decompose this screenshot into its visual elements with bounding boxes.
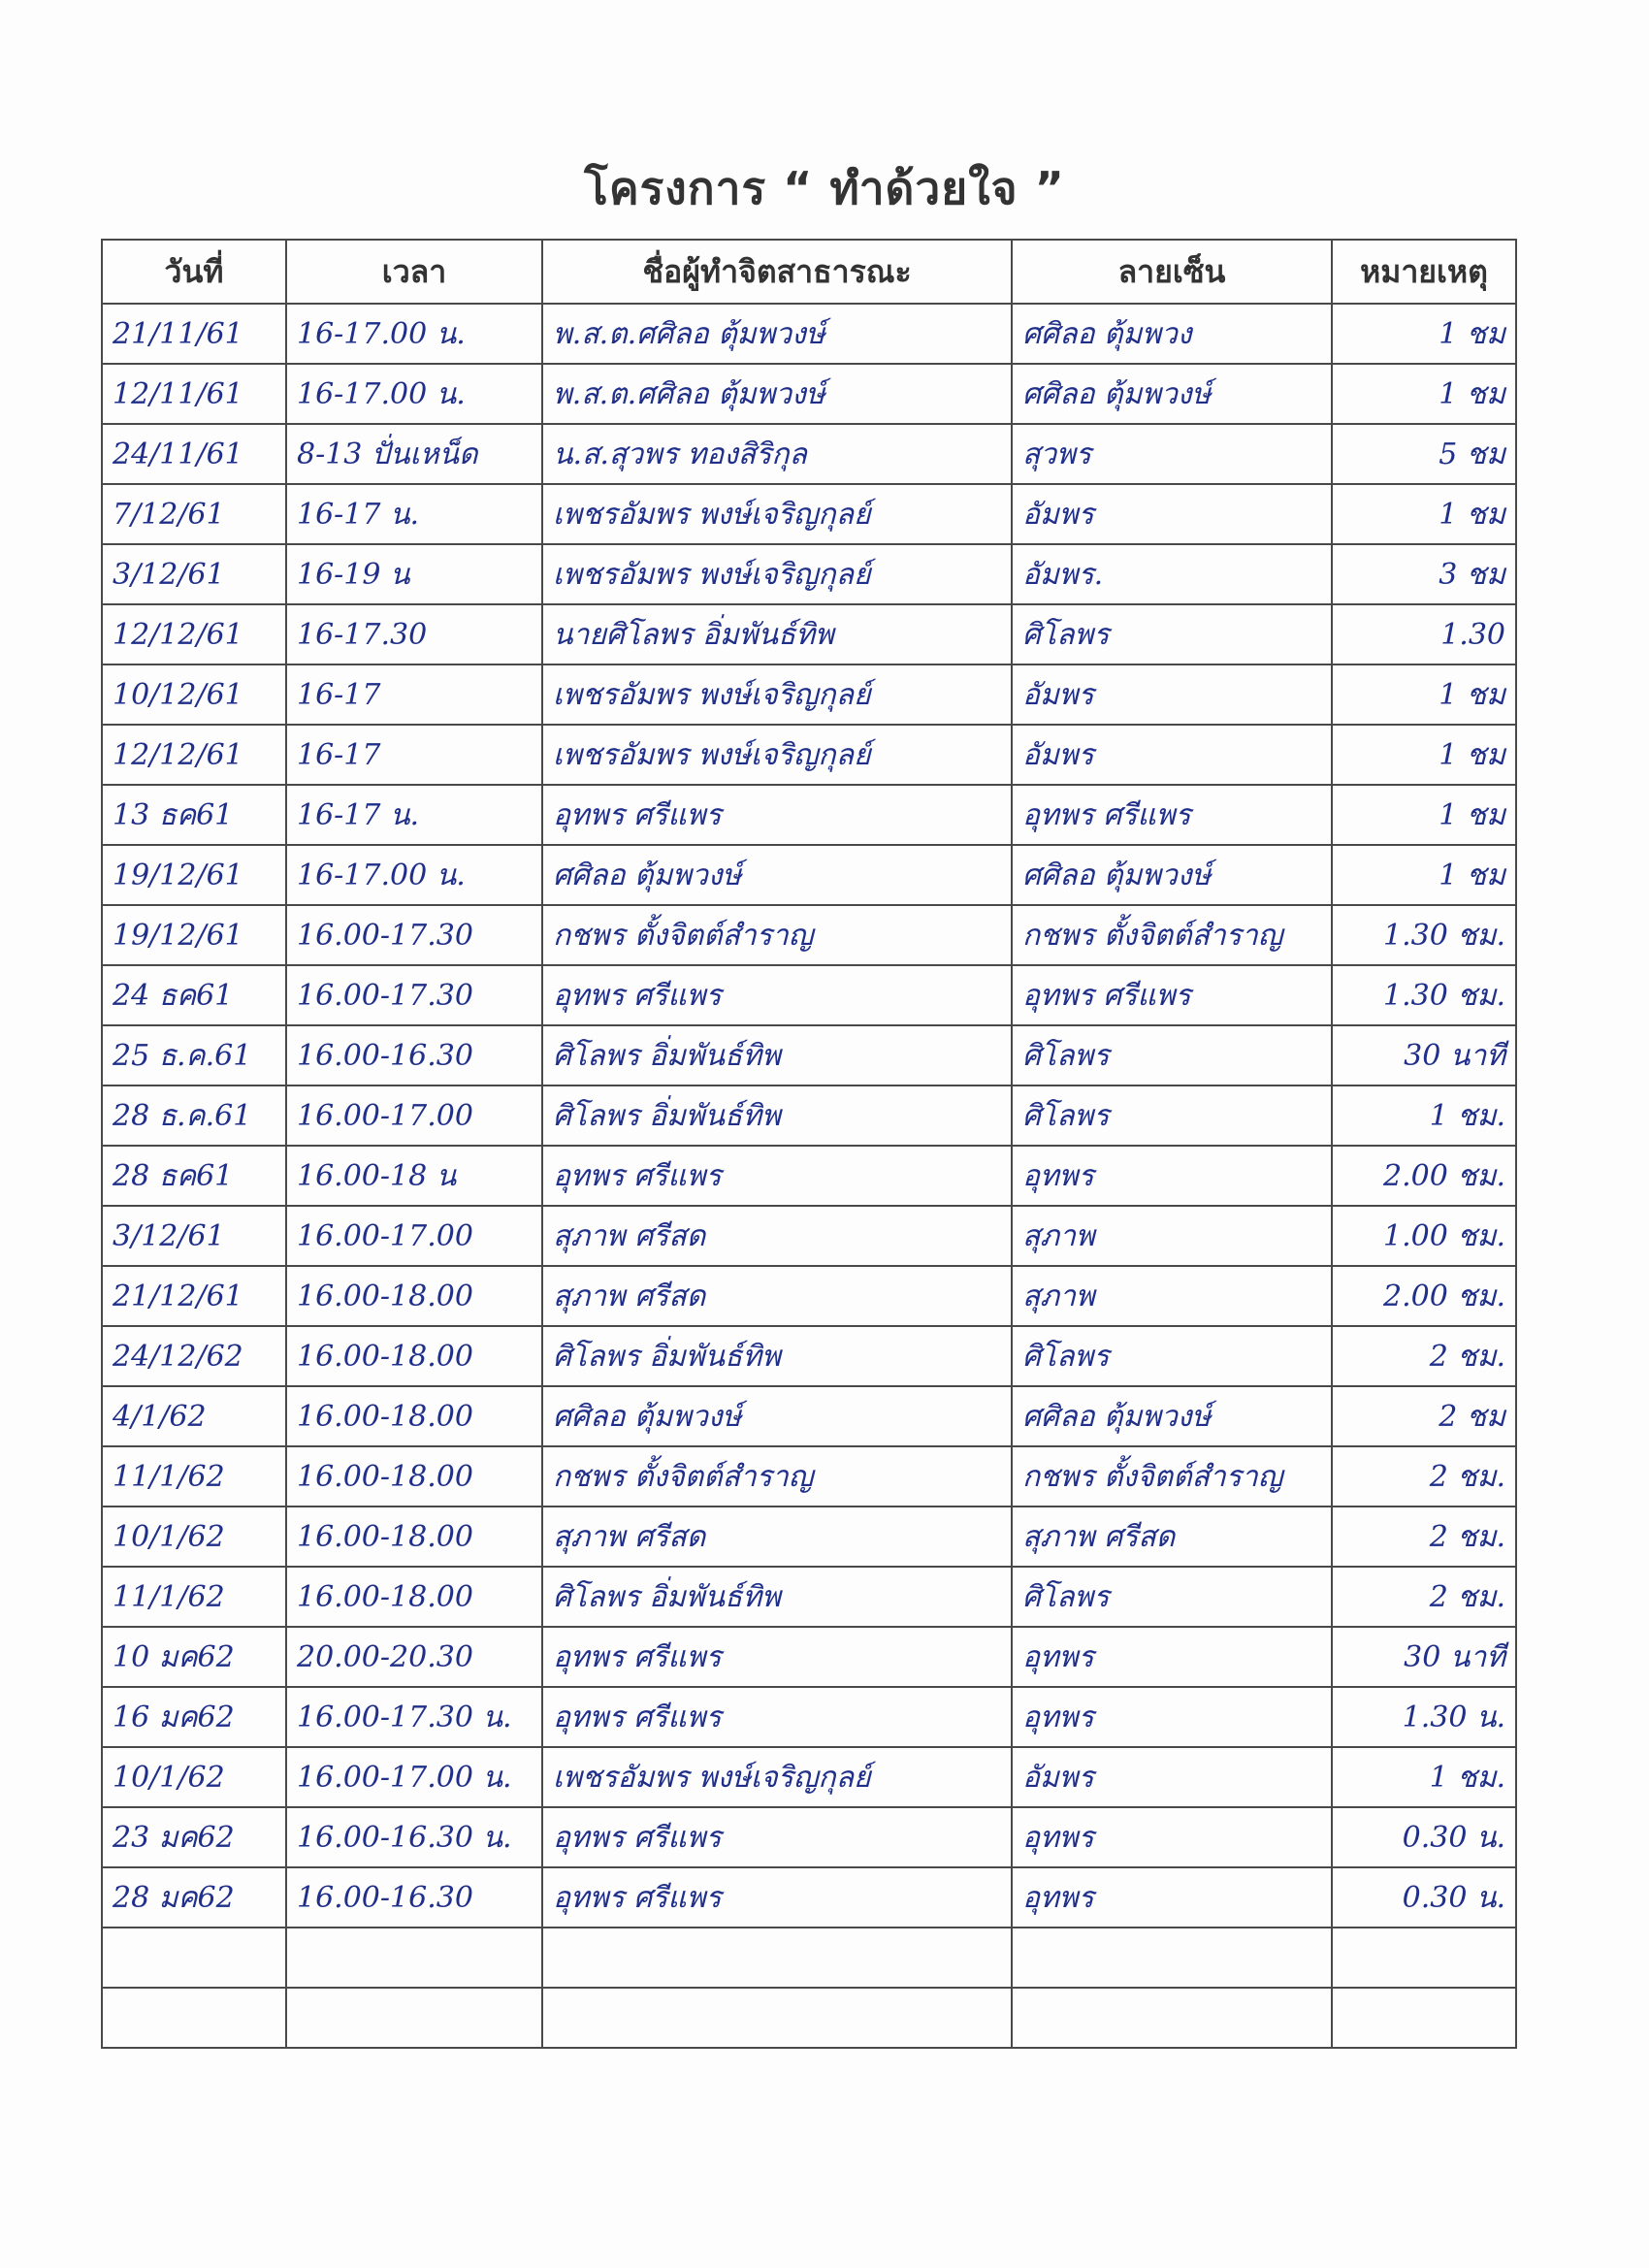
cell-time: 16-17 [286, 725, 542, 785]
cell-time: 16-17 น. [286, 785, 542, 845]
cell-date: 28 ธ.ค.61 [102, 1085, 286, 1146]
cell-signature: สุภาพ [1012, 1206, 1332, 1266]
cell-note: 1 ชม [1332, 664, 1516, 725]
cell-time: 16-17.00 น. [286, 304, 542, 364]
cell-signature: อัมพร [1012, 1747, 1332, 1807]
cell-time: 8-13 ปั่นเหน็ด [286, 424, 542, 484]
header-time: เวลา [286, 240, 542, 304]
cell-note: 1 ชม [1332, 845, 1516, 905]
cell-time: 16-19 น [286, 544, 542, 604]
cell-name: เพชรอัมพร พงษ์เจริญกุลย์ [542, 484, 1012, 544]
table-row [102, 905, 1516, 965]
cell-time [286, 1988, 542, 2048]
cell-name: พ.ส.ต.ศศิลอ ตุ้มพวงษ์ [542, 304, 1012, 364]
cell-note: 30 นาที [1332, 1627, 1516, 1687]
cell-signature: อัมพร [1012, 725, 1332, 785]
cell-signature: ศิโลพร [1012, 1025, 1332, 1085]
table-row [102, 664, 1516, 725]
table-row [102, 1507, 1516, 1567]
cell-note: 1.30 ชม. [1332, 965, 1516, 1025]
table-row [102, 1988, 1516, 2048]
cell-note: 5 ชม [1332, 424, 1516, 484]
cell-signature: สุวพร [1012, 424, 1332, 484]
cell-signature: ศศิลอ ตุ้มพวงษ์ [1012, 364, 1332, 424]
cell-date: 3/12/61 [102, 1206, 286, 1266]
cell-date: 19/12/61 [102, 845, 286, 905]
cell-note: 2.00 ชม. [1332, 1266, 1516, 1326]
table-row [102, 364, 1516, 424]
cell-name: อุทพร ศรีแพร [542, 1627, 1012, 1687]
cell-signature: ศิโลพร [1012, 604, 1332, 664]
cell-name: อุทพร ศรีแพร [542, 1146, 1012, 1206]
header-note: หมายเหตุ [1332, 240, 1516, 304]
table-row [102, 785, 1516, 845]
cell-date: 21/12/61 [102, 1266, 286, 1326]
cell-date: 7/12/61 [102, 484, 286, 544]
cell-time: 16.00-16.30 น. [286, 1807, 542, 1867]
cell-name: เพชรอัมพร พงษ์เจริญกุลย์ [542, 725, 1012, 785]
cell-note: 2 ชม. [1332, 1507, 1516, 1567]
cell-date: 12/12/61 [102, 725, 286, 785]
cell-note: 1 ชม [1332, 785, 1516, 845]
table-row [102, 1085, 1516, 1146]
cell-name: ศิโลพร อิ่มพันธ์ทิพ [542, 1085, 1012, 1146]
document-title: โครงการ “ ทำด้วยใจ ” [584, 162, 1065, 214]
cell-signature: อุทพร ศรีแพร [1012, 965, 1332, 1025]
cell-note [1332, 1988, 1516, 2048]
cell-time: 16-17.00 น. [286, 845, 542, 905]
cell-note: 2 ชม [1332, 1386, 1516, 1446]
volunteer-log-table [101, 239, 1517, 2049]
cell-note: 0.30 น. [1332, 1807, 1516, 1867]
table-row [102, 1146, 1516, 1206]
cell-date [102, 1988, 286, 2048]
table-row [102, 725, 1516, 785]
cell-time: 16.00-18.00 [286, 1326, 542, 1386]
table-row [102, 1627, 1516, 1687]
cell-date: 24/12/62 [102, 1326, 286, 1386]
cell-time: 16.00-18.00 [286, 1266, 542, 1326]
cell-date: 28 มค62 [102, 1867, 286, 1928]
table-row [102, 1386, 1516, 1446]
cell-name: กชพร ตั้งจิตต์สำราญ [542, 1446, 1012, 1507]
cell-date: 25 ธ.ค.61 [102, 1025, 286, 1085]
cell-date: 10 มค62 [102, 1627, 286, 1687]
table-row [102, 1747, 1516, 1807]
cell-note: 1 ชม. [1332, 1085, 1516, 1146]
cell-time: 16.00-17.00 [286, 1206, 542, 1266]
cell-note: 1 ชม [1332, 725, 1516, 785]
cell-name: กชพร ตั้งจิตต์สำราญ [542, 905, 1012, 965]
cell-time: 20.00-20.30 [286, 1627, 542, 1687]
cell-note: 1 ชม [1332, 304, 1516, 364]
cell-signature: กชพร ตั้งจิตต์สำราญ [1012, 905, 1332, 965]
cell-signature [1012, 1928, 1332, 1988]
cell-note: 1.00 ชม. [1332, 1206, 1516, 1266]
cell-name: สุภาพ ศรีสด [542, 1266, 1012, 1326]
cell-time: 16.00-17.30 น. [286, 1687, 542, 1747]
cell-time: 16-17 น. [286, 484, 542, 544]
header-signature: ลายเซ็น [1012, 240, 1332, 304]
cell-note: 1.30 น. [1332, 1687, 1516, 1747]
table-row [102, 1928, 1516, 1988]
cell-name: ศิโลพร อิ่มพันธ์ทิพ [542, 1326, 1012, 1386]
cell-time: 16.00-16.30 [286, 1025, 542, 1085]
cell-time: 16.00-18 น [286, 1146, 542, 1206]
cell-time: 16.00-18.00 [286, 1507, 542, 1567]
cell-date: 24/11/61 [102, 424, 286, 484]
cell-note: 2 ชม. [1332, 1446, 1516, 1507]
cell-name: ศิโลพร อิ่มพันธ์ทิพ [542, 1567, 1012, 1627]
table-row [102, 1266, 1516, 1326]
cell-date: 11/1/62 [102, 1446, 286, 1507]
cell-name: อุทพร ศรีแพร [542, 1867, 1012, 1928]
header-date: วันที่ [102, 240, 286, 304]
cell-date: 28 ธค61 [102, 1146, 286, 1206]
cell-name: อุทพร ศรีแพร [542, 1687, 1012, 1747]
cell-name: ศิโลพร อิ่มพันธ์ทิพ [542, 1025, 1012, 1085]
cell-name: เพชรอัมพร พงษ์เจริญกุลย์ [542, 664, 1012, 725]
cell-time: 16.00-18.00 [286, 1446, 542, 1507]
cell-date [102, 1928, 286, 1988]
cell-time: 16-17.30 [286, 604, 542, 664]
cell-note: 2 ชม. [1332, 1326, 1516, 1386]
cell-date: 19/12/61 [102, 905, 286, 965]
cell-signature: ศศิลอ ตุ้มพวงษ์ [1012, 845, 1332, 905]
cell-note: 1 ชม. [1332, 1747, 1516, 1807]
cell-signature: อุทพร [1012, 1627, 1332, 1687]
cell-name: อุทพร ศรีแพร [542, 1807, 1012, 1867]
cell-name [542, 1928, 1012, 1988]
cell-time: 16.00-18.00 [286, 1567, 542, 1627]
cell-date: 3/12/61 [102, 544, 286, 604]
table-row [102, 1807, 1516, 1867]
cell-signature: สุภาพ [1012, 1266, 1332, 1326]
cell-name: พ.ส.ต.ศศิลอ ตุ้มพวงษ์ [542, 364, 1012, 424]
table-row [102, 1446, 1516, 1507]
cell-signature: กชพร ตั้งจิตต์สำราญ [1012, 1446, 1332, 1507]
cell-time: 16.00-16.30 [286, 1867, 542, 1928]
cell-note: 2.00 ชม. [1332, 1146, 1516, 1206]
cell-date: 21/11/61 [102, 304, 286, 364]
cell-note: 1 ชม [1332, 484, 1516, 544]
cell-time: 16.00-17.00 [286, 1085, 542, 1146]
cell-signature: สุภาพ ศรีสด [1012, 1507, 1332, 1567]
table-row [102, 1867, 1516, 1928]
cell-date: 13 ธค61 [102, 785, 286, 845]
cell-signature: อุทพร [1012, 1867, 1332, 1928]
cell-signature: ศิโลพร [1012, 1326, 1332, 1386]
cell-time: 16-17 [286, 664, 542, 725]
cell-date: 10/12/61 [102, 664, 286, 725]
cell-time: 16.00-17.30 [286, 965, 542, 1025]
cell-name: เพชรอัมพร พงษ์เจริญกุลย์ [542, 544, 1012, 604]
table-row [102, 1687, 1516, 1747]
cell-date: 23 มค62 [102, 1807, 286, 1867]
cell-signature: อุทพร ศรีแพร [1012, 785, 1332, 845]
cell-signature: อัมพร [1012, 484, 1332, 544]
cell-time: 16-17.00 น. [286, 364, 542, 424]
table-row [102, 1326, 1516, 1386]
cell-note: 1.30 [1332, 604, 1516, 664]
cell-name: ศศิลอ ตุ้มพวงษ์ [542, 1386, 1012, 1446]
cell-date: 10/1/62 [102, 1507, 286, 1567]
table-row [102, 424, 1516, 484]
table-row [102, 544, 1516, 604]
cell-signature [1012, 1988, 1332, 2048]
cell-time [286, 1928, 542, 1988]
cell-signature: ศิโลพร [1012, 1085, 1332, 1146]
cell-name: สุภาพ ศรีสด [542, 1507, 1012, 1567]
cell-time: 16.00-17.00 น. [286, 1747, 542, 1807]
cell-signature: ศศิลอ ตุ้มพวง [1012, 304, 1332, 364]
cell-name [542, 1988, 1012, 2048]
cell-note [1332, 1928, 1516, 1988]
cell-note: 1.30 ชม. [1332, 905, 1516, 965]
table-row [102, 1206, 1516, 1266]
cell-name: น.ส.สุวพร ทองสิริกุล [542, 424, 1012, 484]
table-row [102, 965, 1516, 1025]
table-row [102, 604, 1516, 664]
cell-signature: อุทพร [1012, 1807, 1332, 1867]
cell-signature: ศศิลอ ตุ้มพวงษ์ [1012, 1386, 1332, 1446]
cell-date: 24 ธค61 [102, 965, 286, 1025]
table-row [102, 304, 1516, 364]
table-row [102, 1025, 1516, 1085]
cell-date: 16 มค62 [102, 1687, 286, 1747]
cell-name: เพชรอัมพร พงษ์เจริญกุลย์ [542, 1747, 1012, 1807]
table-row [102, 845, 1516, 905]
cell-date: 11/1/62 [102, 1567, 286, 1627]
cell-date: 4/1/62 [102, 1386, 286, 1446]
cell-time: 16.00-18.00 [286, 1386, 542, 1446]
cell-signature: ศิโลพร [1012, 1567, 1332, 1627]
cell-name: สุภาพ ศรีสด [542, 1206, 1012, 1266]
cell-note: 3 ชม [1332, 544, 1516, 604]
cell-note: 2 ชม. [1332, 1567, 1516, 1627]
cell-signature: อุทพร [1012, 1146, 1332, 1206]
table-row [102, 1567, 1516, 1627]
table-row [102, 484, 1516, 544]
cell-name: นายศิโลพร อิ่มพันธ์ทิพ [542, 604, 1012, 664]
cell-note: 1 ชม [1332, 364, 1516, 424]
cell-name: อุทพร ศรีแพร [542, 965, 1012, 1025]
cell-note: 0.30 น. [1332, 1867, 1516, 1928]
header-name: ชื่อผู้ทำจิตสาธารณะ [542, 240, 1012, 304]
cell-name: ศศิลอ ตุ้มพวงษ์ [542, 845, 1012, 905]
cell-signature: อุทพร [1012, 1687, 1332, 1747]
cell-date: 10/1/62 [102, 1747, 286, 1807]
cell-time: 16.00-17.30 [286, 905, 542, 965]
cell-signature: อัมพร. [1012, 544, 1332, 604]
table-body [102, 304, 1516, 2048]
cell-date: 12/11/61 [102, 364, 286, 424]
cell-date: 12/12/61 [102, 604, 286, 664]
cell-signature: อัมพร [1012, 664, 1332, 725]
cell-name: อุทพร ศรีแพร [542, 785, 1012, 845]
cell-note: 30 นาที [1332, 1025, 1516, 1085]
table-header-row [102, 240, 1516, 304]
